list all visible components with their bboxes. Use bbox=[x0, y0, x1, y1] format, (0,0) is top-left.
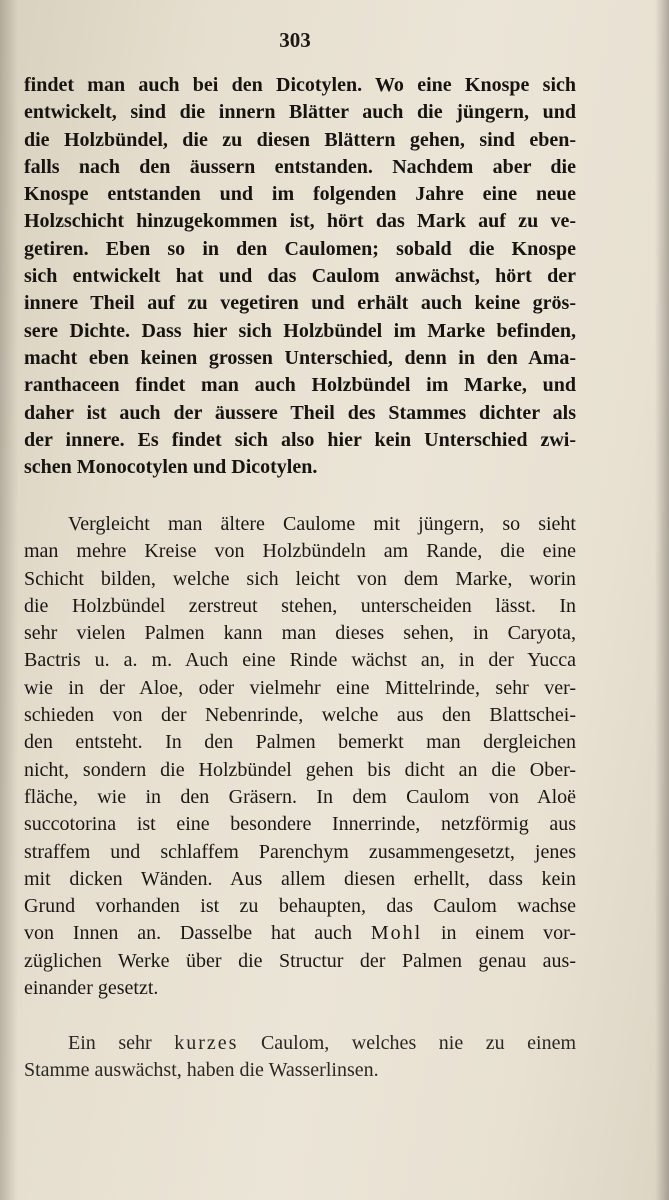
text-line: der innere. Es findet sich also hier kein Unterschied zwi- bbox=[24, 428, 576, 451]
text-line: sere Dichte. Dass hier sich Holzbündel im Marke befinden, bbox=[24, 319, 576, 342]
text-line: schieden von der Nebenrinde, welche aus den Blattschei- bbox=[24, 704, 576, 727]
text-line: succotorina ist eine besondere Innerrinde, netzförmig aus bbox=[24, 813, 576, 836]
text-line: macht eben keinen grossen Unterschied, denn in den Ama- bbox=[24, 346, 576, 369]
paragraph-1 bbox=[24, 72, 576, 481]
text-line: den entsteht. In den Palmen bemerkt man dergleichen bbox=[24, 731, 576, 754]
text-line: Stamme auswächst, haben die Wasserlinsen. bbox=[24, 1059, 379, 1082]
text-line: die Holzbündel zerstreut stehen, unterscheiden lässt. In bbox=[24, 594, 576, 617]
page-number: 303 bbox=[279, 28, 311, 52]
text-line: getiren. Eben so in den Caulomen; sobald die Knospe bbox=[24, 237, 576, 260]
text-line: innere Theil auf zu vegetiren und erhält auch keine grös- bbox=[24, 292, 576, 315]
paragraph-2 bbox=[24, 511, 576, 1002]
text-line: Schicht bilden, welche sich leicht von dem Marke, worin bbox=[24, 567, 576, 590]
text-line: einander gesetzt. bbox=[24, 977, 159, 1000]
line-text-before-author: von Innen an. Dasselbe hat auch bbox=[24, 922, 352, 945]
text-line: züglichen Werke über die Structur der Palmen genau aus- bbox=[24, 949, 576, 972]
text-line-with-author bbox=[24, 920, 576, 947]
text-line: straffem und schlaffem Parenchym zusammengesetzt, jenes bbox=[24, 840, 576, 863]
text-line: mit dicken Wänden. Aus allem diesen erhellt, dass kein bbox=[24, 867, 576, 890]
text-line: entwickelt, sind die innern Blätter auch die jüngern, und bbox=[24, 101, 576, 124]
text-line: falls nach den äussern entstanden. Nachdem aber die bbox=[24, 155, 576, 178]
text-line: Bactris u. a. m. Auch eine Rinde wächst an, in der Yucca bbox=[24, 649, 576, 672]
text-line: schen Monocotylen und Dicotylen. bbox=[24, 456, 318, 479]
text-line: ranthaceen findet man auch Holzbündel im Marke, und bbox=[24, 374, 576, 397]
text-line: findet man auch bei den Dicotylen. Wo eine Knospe sich bbox=[24, 74, 576, 96]
line-text: Caulom, welches nie zu einem bbox=[260, 1032, 577, 1054]
emphasized-term: kurzes bbox=[174, 1032, 239, 1054]
line-text-after-author: in einem vor- bbox=[441, 922, 577, 945]
text-line: nicht, sondern die Holzbündel gehen bis dicht an die Ober- bbox=[24, 758, 576, 781]
text-line: sich entwickelt hat und das Caulom anwächst, hört der bbox=[24, 265, 576, 288]
line-text: Ein sehr bbox=[68, 1032, 152, 1054]
text-line: wie in der Aloe, oder vielmehr eine Mittelrinde, sehr ver- bbox=[24, 676, 576, 699]
text-line: die Holzbündel, die zu diesen Blättern gehen, sind eben- bbox=[24, 128, 576, 151]
text-line: man mehre Kreise von Holzbündeln am Rande, die eine bbox=[24, 540, 576, 563]
paragraph-3 bbox=[24, 1030, 576, 1085]
text-line: Holzschicht hinzugekommen ist, hört das Mark auf zu ve- bbox=[24, 210, 576, 233]
text-line: Grund vorhanden ist zu behaupten, das Caulom wachse bbox=[24, 895, 576, 918]
text-line: daher ist auch der äussere Theil des Stammes dichter als bbox=[24, 401, 576, 424]
text-line bbox=[24, 1030, 576, 1057]
text-line: sehr vielen Palmen kann man dieses sehen, in Caryota, bbox=[24, 622, 576, 645]
text-line: Knospe entstanden und im folgenden Jahre eine neue bbox=[24, 183, 576, 206]
author-name: Mohl bbox=[370, 922, 423, 945]
text-line: Vergleicht man ältere Caulome mit jüngern, so sieht bbox=[68, 513, 576, 535]
text-line: fläche, wie in den Gräsern. In dem Caulom von Aloë bbox=[24, 785, 576, 808]
